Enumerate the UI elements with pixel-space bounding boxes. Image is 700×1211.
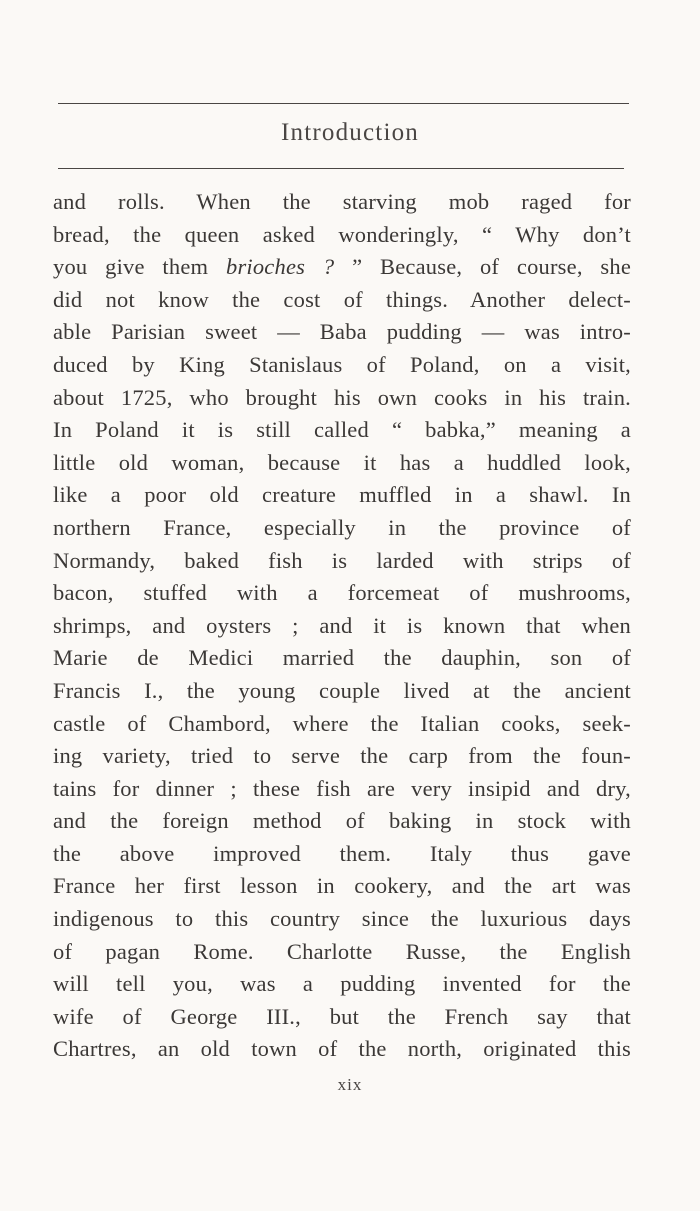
text-line: indigenous to this country since the luxurious days — [53, 906, 631, 932]
text-line — [53, 251, 631, 284]
text-line: bread, the queen asked wonderingly, “ Why don’t — [53, 221, 631, 247]
text-line: Francis I., the young couple lived at the ancient — [53, 677, 631, 703]
running-head: Introduction — [281, 119, 419, 146]
text-line: Normandy, baked fish is larded with strips of — [53, 547, 631, 573]
text-line: will tell you, was a pudding invented for the — [53, 971, 631, 997]
text-line: tains for dinner ; these fish are very insipid and dry, — [53, 775, 631, 801]
text-line: and the foreign method of baking in stock with — [53, 808, 631, 834]
text-line: northern France, especially in the province of — [53, 514, 631, 540]
text-line: Chartres, an old town of the north, originated this — [53, 1036, 631, 1062]
text-line: France her first lesson in cookery, and the art was — [53, 873, 631, 899]
text-line: of pagan Rome. Charlotte Russe, the English — [53, 938, 631, 964]
text-line: like a poor old creature muffled in a shawl. In — [53, 482, 631, 508]
text-line: ing variety, tried to serve the carp from the foun- — [53, 743, 631, 769]
header-bottom-rule — [58, 168, 624, 169]
text-line: little old woman, because it has a huddled look, — [53, 449, 631, 475]
italic-term: brioches ? — [226, 254, 335, 280]
text-line: wife of George III., but the French say that — [53, 1003, 631, 1029]
text-line: In Poland it is still called “ babka,” meaning a — [53, 417, 631, 443]
text-line: duced by King Stanislaus of Poland, on a visit, — [53, 351, 631, 377]
text-line: shrimps, and oysters ; and it is known that when — [53, 612, 631, 638]
text-fragment: ” Because, of course, she — [334, 254, 632, 280]
text-line: bacon, stuffed with a forcemeat of mushrooms, — [53, 580, 631, 606]
page-number: xix — [337, 1075, 363, 1094]
text-line: able Parisian sweet — Baba pudding — was intro- — [53, 319, 631, 345]
text-fragment: you give them — [53, 254, 209, 280]
text-line: and rolls. When the starving mob raged for — [53, 189, 631, 214]
body-text — [53, 186, 631, 1066]
text-line: castle of Chambord, where the Italian cooks, seek- — [53, 710, 631, 736]
text-line: about 1725, who brought his own cooks in his train. — [53, 384, 631, 410]
text-line: did not know the cost of things. Another delect- — [53, 286, 631, 312]
header-top-rule — [58, 103, 629, 104]
text-line: Marie de Medici married the dauphin, son of — [53, 645, 631, 671]
text-line: the above improved them. Italy thus gave — [53, 840, 631, 866]
